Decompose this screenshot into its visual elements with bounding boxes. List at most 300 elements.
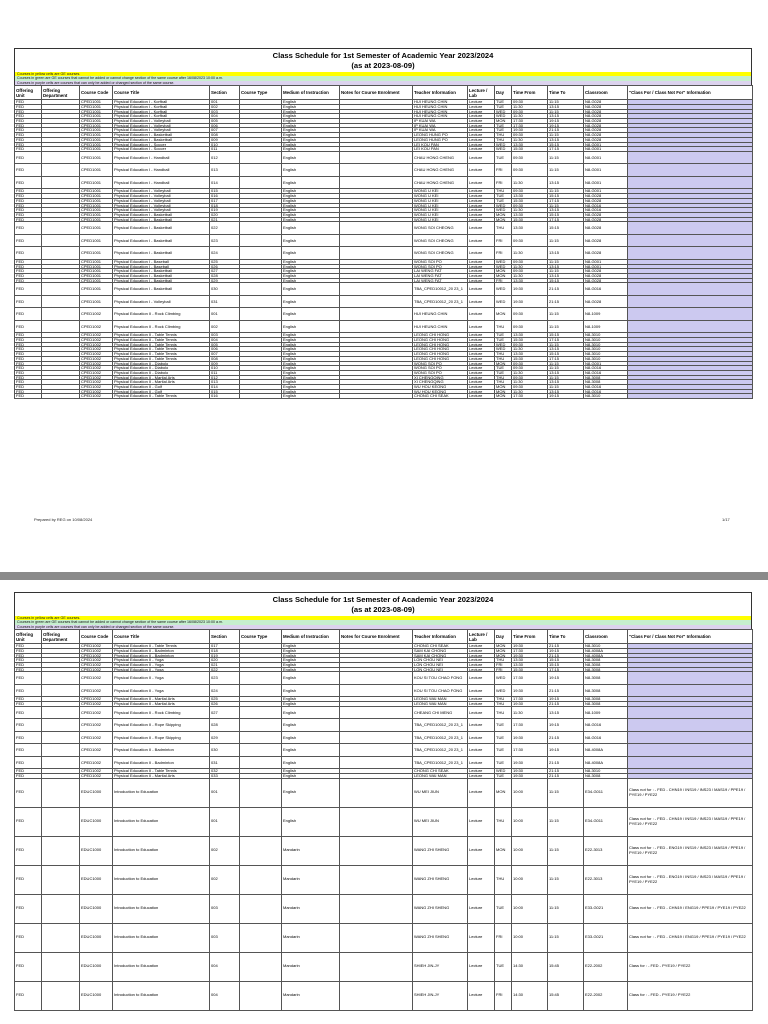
- cell-medium: English: [282, 308, 340, 321]
- cell-offering-unit: FED: [15, 338, 42, 343]
- cell-day: MON: [495, 308, 512, 321]
- cell-section: 018: [210, 648, 240, 653]
- cell-time-from: 09:30: [512, 164, 548, 177]
- cell-time-to: 13:15: [548, 380, 584, 385]
- cell-offering-unit: FED: [15, 385, 42, 390]
- cell-medium: English: [282, 731, 340, 744]
- table-row: [15, 807, 753, 836]
- cell-offering-department: [42, 247, 80, 260]
- cell-medium: English: [282, 208, 340, 213]
- cell-class-for-info: [628, 394, 753, 399]
- cell-time-to: 19:15: [548, 394, 584, 399]
- cell-time-from: 13:30: [512, 194, 548, 199]
- cell-time-from: 19:30: [512, 653, 548, 658]
- cell-course-code: CPED1002: [80, 320, 113, 333]
- cell-course-title: Physical Education I - Basketball: [113, 273, 210, 278]
- cell-time-to: 21:15: [548, 731, 584, 744]
- cell-lecture-lab: Lecture: [468, 347, 495, 352]
- cell-medium: English: [282, 644, 340, 649]
- cell-course-code: CPED1002: [80, 380, 113, 385]
- cell-teacher: WONG U KEI: [413, 194, 468, 199]
- cell-lecture-lab: Lecture: [468, 394, 495, 399]
- cell-classroom: N8-3010: [584, 342, 628, 347]
- cell-course-code: CPED1001: [80, 194, 113, 199]
- cell-time-to: 15:15: [548, 662, 584, 667]
- cell-offering-unit: FED: [15, 109, 42, 114]
- cell-day: FRI: [495, 176, 512, 189]
- cell-section: 003: [210, 923, 240, 952]
- cell-time-from: 09:30: [512, 109, 548, 114]
- cell-classroom: N8-3008: [584, 662, 628, 667]
- cell-day: TUE: [495, 123, 512, 128]
- cell-teacher: LEI KOU PAN: [413, 142, 468, 147]
- header-teacher: Teacher Information: [413, 86, 468, 100]
- cell-offering-unit: FED: [15, 702, 42, 707]
- cell-classroom: N8-G001: [584, 259, 628, 264]
- cell-offering-unit: FED: [15, 342, 42, 347]
- cell-offering-unit: FED: [15, 269, 42, 274]
- cell-teacher: KOU SI TOU CHAO FONG: [413, 684, 468, 697]
- table-body: [15, 100, 753, 399]
- table-row: [15, 865, 753, 894]
- cell-classroom: N8-G016: [584, 719, 628, 732]
- cell-section: 014: [210, 385, 240, 390]
- cell-course-title: Physical Education I - Volleyball: [113, 208, 210, 213]
- cell-course-code: CPED1002: [80, 774, 113, 779]
- cell-lecture-lab: Lecture: [468, 104, 495, 109]
- sheet-title: [14, 592, 752, 616]
- cell-time-from: 14:30: [512, 952, 548, 981]
- cell-course-type: [240, 923, 282, 952]
- cell-teacher: WONG U KEI: [413, 198, 468, 203]
- note-ge-courses: Courses in yellow cells are GE courses.: [14, 72, 752, 76]
- cell-teacher: SHIEH JIN-JY: [413, 981, 468, 1010]
- cell-course-code: CPED1002: [80, 653, 113, 658]
- cell-time-to: 11:15: [548, 865, 584, 894]
- cell-classroom: N8-G028: [584, 100, 628, 105]
- cell-section: 012: [210, 375, 240, 380]
- cell-course-code: CPED1001: [80, 118, 113, 123]
- cell-course-type: [240, 981, 282, 1010]
- cell-teacher: WONG SOI PO: [413, 366, 468, 371]
- cell-time-from: 19:30: [512, 774, 548, 779]
- cell-time-to: 17:15: [548, 356, 584, 361]
- cell-course-title: Physical Education I - Handball: [113, 164, 210, 177]
- header-course-code: Course Code: [80, 630, 113, 644]
- cell-course-title: Physical Education II - Table Tennis: [113, 356, 210, 361]
- cell-medium: English: [282, 269, 340, 274]
- cell-teacher: CHAU HONG CHENG: [413, 151, 468, 164]
- cell-course-title: Physical Education I - Korfball: [113, 114, 210, 119]
- cell-day: TUE: [495, 370, 512, 375]
- cell-lecture-lab: Lecture: [468, 375, 495, 380]
- cell-classroom: E33-G021: [584, 923, 628, 952]
- cell-class-for-info: [628, 234, 753, 247]
- cell-course-title: Introduction to Education: [113, 807, 210, 836]
- cell-section: 004: [210, 114, 240, 119]
- cell-course-title: Physical Education II - Yoga: [113, 667, 210, 672]
- cell-medium: English: [282, 702, 340, 707]
- cell-course-type: [240, 684, 282, 697]
- cell-lecture-lab: Lecture: [468, 212, 495, 217]
- cell-day: WED: [495, 114, 512, 119]
- cell-day: WED: [495, 347, 512, 352]
- cell-medium: English: [282, 778, 340, 807]
- cell-day: WED: [495, 283, 512, 296]
- cell-day: FRI: [495, 981, 512, 1010]
- cell-medium: English: [282, 370, 340, 375]
- cell-lecture-lab: Lecture: [468, 151, 495, 164]
- cell-course-code: EDUC1000: [80, 836, 113, 865]
- cell-course-code: CPED1001: [80, 273, 113, 278]
- schedule-table: [14, 85, 753, 399]
- cell-notes: [340, 894, 413, 923]
- cell-section: 029: [210, 278, 240, 283]
- cell-offering-unit: FED: [15, 684, 42, 697]
- table-row: [15, 731, 753, 744]
- cell-offering-department: [42, 807, 80, 836]
- cell-offering-department: [42, 952, 80, 981]
- cell-classroom: N8-G028: [584, 114, 628, 119]
- table-row: [15, 176, 753, 189]
- cell-course-code: CPED1002: [80, 667, 113, 672]
- cell-teacher: WU MEI JIUN: [413, 778, 468, 807]
- cell-offering-department: [42, 672, 80, 685]
- cell-day: MON: [495, 269, 512, 274]
- cell-section: 026: [210, 702, 240, 707]
- cell-time-from: 17:30: [512, 672, 548, 685]
- cell-course-code: CPED1002: [80, 706, 113, 719]
- cell-classroom: N8-3010: [584, 769, 628, 774]
- cell-classroom: N8-1009: [584, 308, 628, 321]
- cell-offering-unit: FED: [15, 203, 42, 208]
- cell-lecture-lab: Lecture: [468, 189, 495, 194]
- cell-section: 004: [210, 338, 240, 343]
- cell-section: 019: [210, 208, 240, 213]
- cell-medium: Mandarin: [282, 923, 340, 952]
- cell-offering-unit: FED: [15, 208, 42, 213]
- cell-lecture-lab: Lecture: [468, 295, 495, 308]
- cell-course-code: CPED1002: [80, 756, 113, 769]
- header-section: Section: [210, 630, 240, 644]
- cell-time-from: 09:30: [512, 375, 548, 380]
- cell-classroom: N8-3008: [584, 667, 628, 672]
- cell-time-to: 19:15: [548, 697, 584, 702]
- cell-classroom: N8-4008A: [584, 648, 628, 653]
- cell-class-for-info: [628, 222, 753, 235]
- cell-course-title: Physical Education II - Badminton: [113, 756, 210, 769]
- cell-teacher: WANG ZHI SHENG: [413, 923, 468, 952]
- cell-course-code: CPED1002: [80, 648, 113, 653]
- cell-classroom: N8-3008: [584, 697, 628, 702]
- cell-time-from: 11:30: [512, 706, 548, 719]
- cell-teacher: LAI WENG FAT: [413, 278, 468, 283]
- cell-classroom: N8-G001: [584, 176, 628, 189]
- cell-day: WED: [495, 109, 512, 114]
- cell-time-from: 11:30: [512, 347, 548, 352]
- cell-teacher: LAI WENG FAT: [413, 273, 468, 278]
- header-section: Section: [210, 86, 240, 100]
- cell-section: 003: [210, 894, 240, 923]
- cell-lecture-lab: Lecture: [468, 352, 495, 357]
- cell-day: TUE: [495, 894, 512, 923]
- cell-course-code: CPED1001: [80, 222, 113, 235]
- table-row: [15, 778, 753, 807]
- cell-course-code: CPED1001: [80, 189, 113, 194]
- cell-time-from: 09:30: [512, 100, 548, 105]
- cell-offering-department: [42, 981, 80, 1010]
- cell-notes: [340, 952, 413, 981]
- cell-medium: English: [282, 212, 340, 217]
- cell-medium: English: [282, 100, 340, 105]
- cell-medium: English: [282, 137, 340, 142]
- cell-medium: English: [282, 706, 340, 719]
- cell-time-to: 19:15: [548, 719, 584, 732]
- cell-time-from: 11:30: [512, 273, 548, 278]
- cell-time-to: 15:15: [548, 142, 584, 147]
- cell-day: THU: [495, 222, 512, 235]
- cell-class-for-info: [628, 744, 753, 757]
- cell-course-type: [240, 744, 282, 757]
- cell-section: 020: [210, 212, 240, 217]
- cell-course-title: Physical Education II - Golf: [113, 389, 210, 394]
- cell-notes: [340, 308, 413, 321]
- cell-teacher: WONG SOI PO: [413, 370, 468, 375]
- cell-offering-department: [42, 164, 80, 177]
- cell-course-code: CPED1002: [80, 352, 113, 357]
- table-header-row: [15, 86, 753, 100]
- cell-classroom: N8-G028: [584, 247, 628, 260]
- cell-medium: English: [282, 198, 340, 203]
- cell-course-code: CPED1002: [80, 769, 113, 774]
- cell-lecture-lab: Lecture: [468, 697, 495, 702]
- cell-medium: English: [282, 342, 340, 347]
- header-offering-department: Offering Department: [42, 630, 80, 644]
- cell-medium: English: [282, 356, 340, 361]
- cell-time-to: 21:15: [548, 702, 584, 707]
- cell-lecture-lab: Lecture: [468, 208, 495, 213]
- cell-time-from: 11:30: [512, 176, 548, 189]
- table-header-row: [15, 630, 753, 644]
- cell-course-title: Physical Education II - Table Tennis: [113, 333, 210, 338]
- cell-time-to: 11:15: [548, 133, 584, 138]
- cell-section: 024: [210, 684, 240, 697]
- table-row: [15, 894, 753, 923]
- cell-class-for-info: [628, 684, 753, 697]
- cell-course-title: Physical Education II - Table Tennis: [113, 347, 210, 352]
- cell-day: MON: [495, 118, 512, 123]
- cell-teacher: SAM KAI CHONG: [413, 648, 468, 653]
- title-line-1: Class Schedule for 1st Semester of Academic Year 2023/2024: [272, 595, 494, 604]
- cell-time-to: 13:15: [548, 176, 584, 189]
- cell-offering-unit: FED: [15, 128, 42, 133]
- cell-medium: English: [282, 807, 340, 836]
- cell-teacher: WONG U KEI: [413, 208, 468, 213]
- cell-medium: English: [282, 128, 340, 133]
- table-row: [15, 836, 753, 865]
- cell-class-for-info: [628, 320, 753, 333]
- cell-offering-unit: FED: [15, 894, 42, 923]
- cell-course-code: CPED1002: [80, 375, 113, 380]
- cell-day: MON: [495, 217, 512, 222]
- cell-course-code: CPED1001: [80, 151, 113, 164]
- cell-day: TUE: [495, 731, 512, 744]
- cell-course-title: Introduction to Education: [113, 952, 210, 981]
- cell-lecture-lab: Lecture: [468, 147, 495, 152]
- cell-medium: English: [282, 123, 340, 128]
- cell-course-type: [240, 222, 282, 235]
- cell-classroom: N8-3008: [584, 380, 628, 385]
- cell-course-title: Physical Education I - Basketball: [113, 278, 210, 283]
- cell-medium: English: [282, 653, 340, 658]
- cell-course-code: CPED1002: [80, 744, 113, 757]
- cell-offering-unit: FED: [15, 370, 42, 375]
- cell-section: 030: [210, 283, 240, 296]
- cell-offering-unit: FED: [15, 198, 42, 203]
- cell-time-from: 19:30: [512, 644, 548, 649]
- header-course-title: Course Title: [113, 630, 210, 644]
- cell-lecture-lab: Lecture: [468, 247, 495, 260]
- cell-day: THU: [495, 380, 512, 385]
- cell-time-from: 17:30: [512, 118, 548, 123]
- cell-course-title: Physical Education II - Table Tennis: [113, 644, 210, 649]
- cell-course-type: [240, 807, 282, 836]
- cell-medium: English: [282, 389, 340, 394]
- cell-medium: Mandarin: [282, 894, 340, 923]
- cell-time-to: 21:15: [548, 684, 584, 697]
- cell-section: 031: [210, 756, 240, 769]
- cell-offering-unit: FED: [15, 952, 42, 981]
- cell-medium: English: [282, 133, 340, 138]
- cell-offering-unit: FED: [15, 778, 42, 807]
- cell-time-from: 11:30: [512, 380, 548, 385]
- cell-notes: [340, 176, 413, 189]
- cell-time-from: 09:30: [512, 234, 548, 247]
- cell-course-code: CPED1001: [80, 269, 113, 274]
- cell-course-type: [240, 295, 282, 308]
- cell-time-from: 09:30: [512, 308, 548, 321]
- cell-classroom: N8-G028: [584, 198, 628, 203]
- cell-course-title: Physical Education I - Volleyball: [113, 198, 210, 203]
- cell-classroom: N8-G028: [584, 217, 628, 222]
- cell-course-code: CPED1002: [80, 684, 113, 697]
- cell-time-from: 10:00: [512, 865, 548, 894]
- cell-time-from: 17:30: [512, 697, 548, 702]
- cell-offering-unit: FED: [15, 706, 42, 719]
- cell-day: TUE: [495, 128, 512, 133]
- cell-section: 026: [210, 264, 240, 269]
- cell-time-to: 17:15: [548, 198, 584, 203]
- cell-lecture-lab: Lecture: [468, 719, 495, 732]
- cell-course-title: Physical Education I - Handball: [113, 151, 210, 164]
- table-row: [15, 394, 753, 399]
- cell-medium: English: [282, 719, 340, 732]
- cell-offering-department: [42, 234, 80, 247]
- cell-course-title: Physical Education I - Volleyball: [113, 189, 210, 194]
- header-day: Day: [495, 630, 512, 644]
- cell-teacher: LEONG CHI HONG: [413, 356, 468, 361]
- cell-time-from: 09:30: [512, 385, 548, 390]
- header-teacher: Teacher Information: [413, 630, 468, 644]
- cell-lecture-lab: Lecture: [468, 836, 495, 865]
- cell-course-code: CPED1001: [80, 247, 113, 260]
- cell-course-type: [240, 778, 282, 807]
- cell-time-to: 15:15: [548, 194, 584, 199]
- cell-offering-department: [42, 151, 80, 164]
- cell-medium: English: [282, 295, 340, 308]
- cell-teacher: LEI KOU PAN: [413, 147, 468, 152]
- cell-day: WED: [495, 769, 512, 774]
- cell-time-from: 11:30: [512, 370, 548, 375]
- cell-time-to: 17:15: [548, 338, 584, 343]
- cell-lecture-lab: Lecture: [468, 222, 495, 235]
- cell-offering-unit: FED: [15, 366, 42, 371]
- cell-offering-unit: FED: [15, 247, 42, 260]
- cell-time-from: 09:30: [512, 342, 548, 347]
- cell-section: 007: [210, 128, 240, 133]
- cell-classroom: N8-G028: [584, 128, 628, 133]
- cell-course-type: [240, 164, 282, 177]
- cell-medium: English: [282, 375, 340, 380]
- cell-day: TUE: [495, 774, 512, 779]
- cell-lecture-lab: Lecture: [468, 361, 495, 366]
- cell-classroom: E34-G011: [584, 807, 628, 836]
- cell-section: 025: [210, 697, 240, 702]
- cell-day: MON: [495, 385, 512, 390]
- cell-section: 009: [210, 137, 240, 142]
- cell-section: 029: [210, 731, 240, 744]
- cell-time-to: 11:15: [548, 269, 584, 274]
- cell-classroom: N8-3008: [584, 672, 628, 685]
- schedule-sheet-2: [14, 592, 752, 1011]
- cell-medium: English: [282, 684, 340, 697]
- table-row: [15, 706, 753, 719]
- cell-teacher: HUI HEUNG CHIN: [413, 100, 468, 105]
- cell-day: THU: [495, 865, 512, 894]
- cell-course-title: Introduction to Education: [113, 894, 210, 923]
- cell-teacher: LEONG WAI MAN: [413, 697, 468, 702]
- cell-course-type: [240, 234, 282, 247]
- cell-time-to: 21:15: [548, 644, 584, 649]
- cell-course-title: Physical Education I - Basketball: [113, 234, 210, 247]
- header-medium: Medium of Instruction: [282, 630, 340, 644]
- cell-time-to: 19:15: [548, 744, 584, 757]
- table-row: [15, 164, 753, 177]
- cell-offering-department: [42, 778, 80, 807]
- cell-course-title: Physical Education II - Rope Skipping: [113, 731, 210, 744]
- header-time-from: Time From: [512, 630, 548, 644]
- cell-teacher: WONG U KEI: [413, 189, 468, 194]
- cell-offering-unit: FED: [15, 667, 42, 672]
- note-ge-courses: Courses in yellow cells are GE courses.: [14, 616, 752, 620]
- cell-day: THU: [495, 807, 512, 836]
- cell-course-code: CPED1001: [80, 234, 113, 247]
- cell-offering-unit: FED: [15, 308, 42, 321]
- header-time-from: Time From: [512, 86, 548, 100]
- cell-classroom: N8-G001: [584, 189, 628, 194]
- cell-time-to: 19:15: [548, 648, 584, 653]
- cell-day: THU: [495, 658, 512, 663]
- cell-course-title: Physical Education II - Diabolo: [113, 361, 210, 366]
- cell-day: FRI: [495, 234, 512, 247]
- cell-course-code: CPED1002: [80, 356, 113, 361]
- cell-classroom: N8-4008A: [584, 756, 628, 769]
- cell-course-type: [240, 672, 282, 685]
- cell-medium: English: [282, 217, 340, 222]
- cell-classroom: N8-G001: [584, 164, 628, 177]
- cell-section: 025: [210, 259, 240, 264]
- cell-section: 013: [210, 380, 240, 385]
